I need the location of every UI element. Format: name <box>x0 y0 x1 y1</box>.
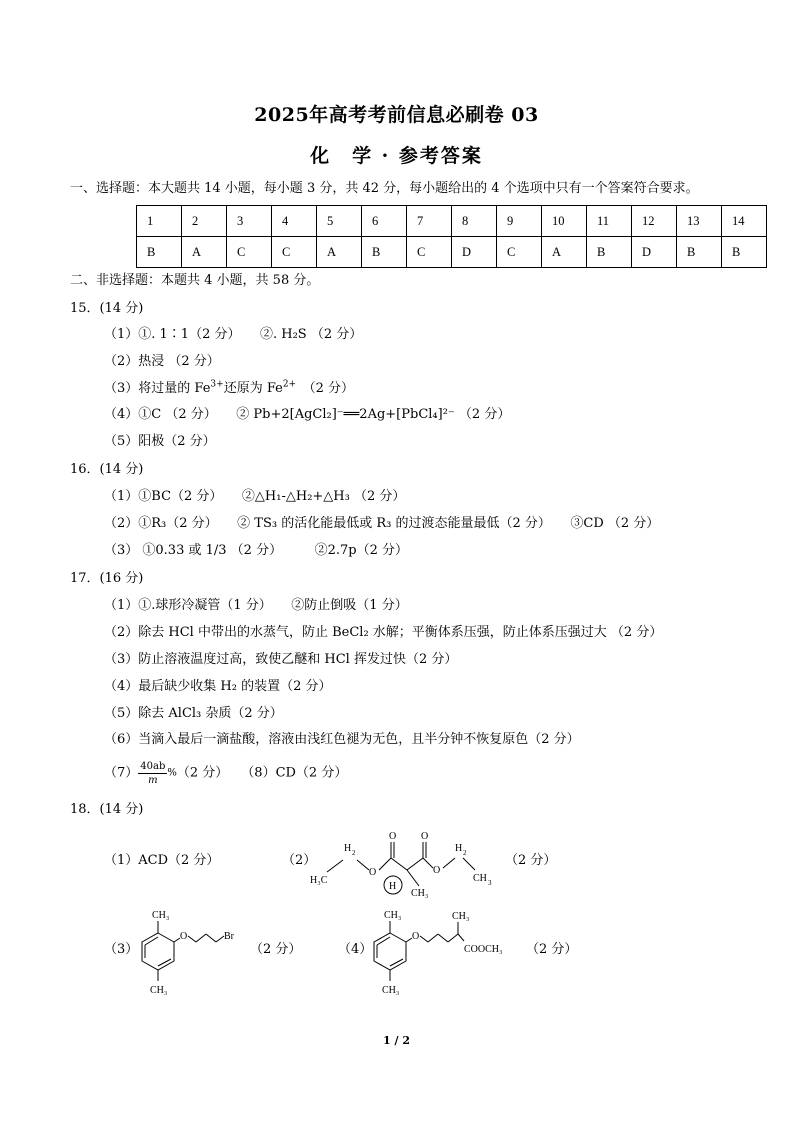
question-number: 8 <box>452 206 497 237</box>
answer-cell: C <box>272 237 317 268</box>
q17-line-4: （4）最后缺少收集 H₂ 的装置（2 分） <box>104 679 332 694</box>
answer-cell: B <box>587 237 632 268</box>
answer-table <box>136 205 767 268</box>
answer-cell: C <box>227 237 272 268</box>
struct2-h2-right-sub: 2 <box>463 849 467 857</box>
struct4-ester: COOCH₃ <box>464 944 503 955</box>
section2-heading: 二、非选择题：本题共 4 小题，共 58 分。 <box>70 273 320 288</box>
question-number: 11 <box>587 206 632 237</box>
page-subtitle: 化 学 · 参考答案 <box>310 145 483 167</box>
struct2-circled-h: H <box>389 881 397 892</box>
answer-cell: B <box>362 237 407 268</box>
q17-line-7-suffix: （2 分） （8）CD（2 分） <box>176 765 348 781</box>
answer-cell: D <box>632 237 677 268</box>
q17-line-5: （5）除去 AlCl₃ 杂质（2 分） <box>104 706 283 721</box>
answer-cell: B <box>137 237 182 268</box>
question-number: 6 <box>362 206 407 237</box>
question-number: 4 <box>272 206 317 237</box>
answer-cell: B <box>722 237 767 268</box>
answer-cell: A <box>182 237 227 268</box>
struct2-o3: O <box>421 831 429 842</box>
struct2-o2: O <box>389 831 397 842</box>
struct2-h2-left-sub: 2 <box>352 849 356 857</box>
struct3-br: Br <box>224 931 234 942</box>
question-number: 13 <box>677 206 722 237</box>
q18-part3-label: （3） <box>104 942 139 957</box>
q15-line-3-text-c: （2 分） <box>296 381 355 396</box>
question-number: 12 <box>632 206 677 237</box>
struct2-ch3-right-sub: 3 <box>488 879 492 887</box>
answer-cell: A <box>317 237 362 268</box>
q17-line-7-prefix: （7） <box>104 765 139 781</box>
struct3-o: O <box>180 931 188 942</box>
struct3-ch3-top: CH₃ <box>152 910 170 921</box>
page-title: 2025年高考考前信息必刷卷 03 <box>254 104 539 126</box>
q18-heading: 18．(14 分) <box>70 802 144 817</box>
q18-part2-score: （2 分） <box>505 853 557 868</box>
q16-heading: 16．(14 分) <box>70 462 144 477</box>
question-number: 5 <box>317 206 362 237</box>
struct4-ch3-branch: CH₃ <box>452 911 470 922</box>
q17-line-6: （6）当滴入最后一滴盐酸，溶液由浅红色褪为无色，且半分钟不恢复原色（2 分） <box>104 732 580 747</box>
q18-part4-score: （2 分） <box>526 942 578 957</box>
q17-line-3: （3）防止溶液温度过高，致使乙醚和 HCl 挥发过快（2 分） <box>104 652 458 667</box>
q17-line-2: （2）除去 HCl 中带出的水蒸气，防止 BeCl₂ 水解；平衡体系压强，防止体系压强过大 （2 分） <box>104 625 663 640</box>
q17-heading: 17．(16 分) <box>70 571 144 586</box>
question-number: 14 <box>722 206 767 237</box>
question-number: 9 <box>497 206 542 237</box>
structure-3-diagram <box>128 905 248 1001</box>
q16-line-2: （2）①R₃（2 分） ② TS₃ 的活化能最低或 R₃ 的过渡态能量最低（2 分） ③CD （2 分） <box>104 516 660 531</box>
question-number: 3 <box>227 206 272 237</box>
answer-cell: A <box>542 237 587 268</box>
question-number: 10 <box>542 206 587 237</box>
answer-table-number-row <box>137 206 767 237</box>
question-number: 7 <box>407 206 452 237</box>
q15-line-4: （4）①C （2 分） ② Pb+2[AgCl₂]⁻══2Ag+[PbCl₄]²⁻ （2 分） <box>104 407 511 422</box>
q15-line-5: （5）阳极（2 分） <box>104 434 216 449</box>
page-number: 1 / 2 <box>383 1034 410 1047</box>
q15-line-3-sup-b: 2+ <box>282 379 297 390</box>
q15-line-3 <box>104 380 354 398</box>
struct2-ch3-mid: CH₃ <box>411 888 429 899</box>
struct2-ch3-right: CH <box>473 873 487 884</box>
structure-4-diagram <box>360 905 528 1001</box>
fraction <box>138 760 167 787</box>
q18-part3-score: （2 分） <box>250 942 302 957</box>
question-number: 1 <box>137 206 182 237</box>
q16-line-3: （3） ①0.33 或 1/3 （2 分） ②2.7p（2 分） <box>104 543 408 558</box>
struct2-h2-left: H <box>344 843 352 854</box>
struct2-o4: O <box>433 865 441 876</box>
struct4-ch3-bottom: CH₃ <box>382 985 400 996</box>
section1-heading: 一、选择题：本大题共 14 小题，每小题 3 分，共 42 分，每小题给出的 4 个选项中只有一个答案符合要求。 <box>70 181 699 196</box>
q15-heading: 15．(14 分) <box>70 301 144 316</box>
fraction-denominator: m <box>148 775 158 786</box>
struct3-ch3-bottom: CH₃ <box>150 985 168 996</box>
percent-sign: % <box>167 767 177 779</box>
q15-line-1: （1）①. 1∶1（2 分） ②. H₂S （2 分） <box>104 327 363 342</box>
q18-line-1: （1）ACD（2 分） <box>104 853 220 868</box>
q17-line-1: （1）①.球形冷凝管（1 分） ②防止倒吸（1 分） <box>104 598 408 613</box>
q15-line-3-sup-a: 3+ <box>210 379 224 390</box>
q15-line-2: （2）热浸 （2 分） <box>104 354 220 369</box>
struct2-o1: O <box>369 867 377 878</box>
fraction-numerator: 40ab <box>140 761 166 772</box>
answer-table-answer-row <box>137 237 767 268</box>
question-number: 2 <box>182 206 227 237</box>
answer-cell: B <box>677 237 722 268</box>
q16-line-1: （1）①BC（2 分） ②△H₁-△H₂+△H₃ （2 分） <box>104 489 406 504</box>
q17-line-7 <box>104 760 347 787</box>
q15-line-3-text-b: 还原为 Fe <box>223 381 283 396</box>
struct4-o: O <box>412 931 420 942</box>
structure-2-diagram <box>305 828 505 900</box>
struct2-ch3-left: H₃C <box>310 875 328 886</box>
q18-part2-label: （2） <box>282 853 317 868</box>
struct2-h2-right: H <box>455 843 463 854</box>
answer-cell: D <box>452 237 497 268</box>
struct4-ch3-top: CH₃ <box>384 910 402 921</box>
q18-part4-label: （4） <box>338 942 373 957</box>
answer-cell: C <box>407 237 452 268</box>
q15-line-3-text-a: （3）将过量的 Fe <box>104 381 211 396</box>
answer-cell: C <box>497 237 542 268</box>
